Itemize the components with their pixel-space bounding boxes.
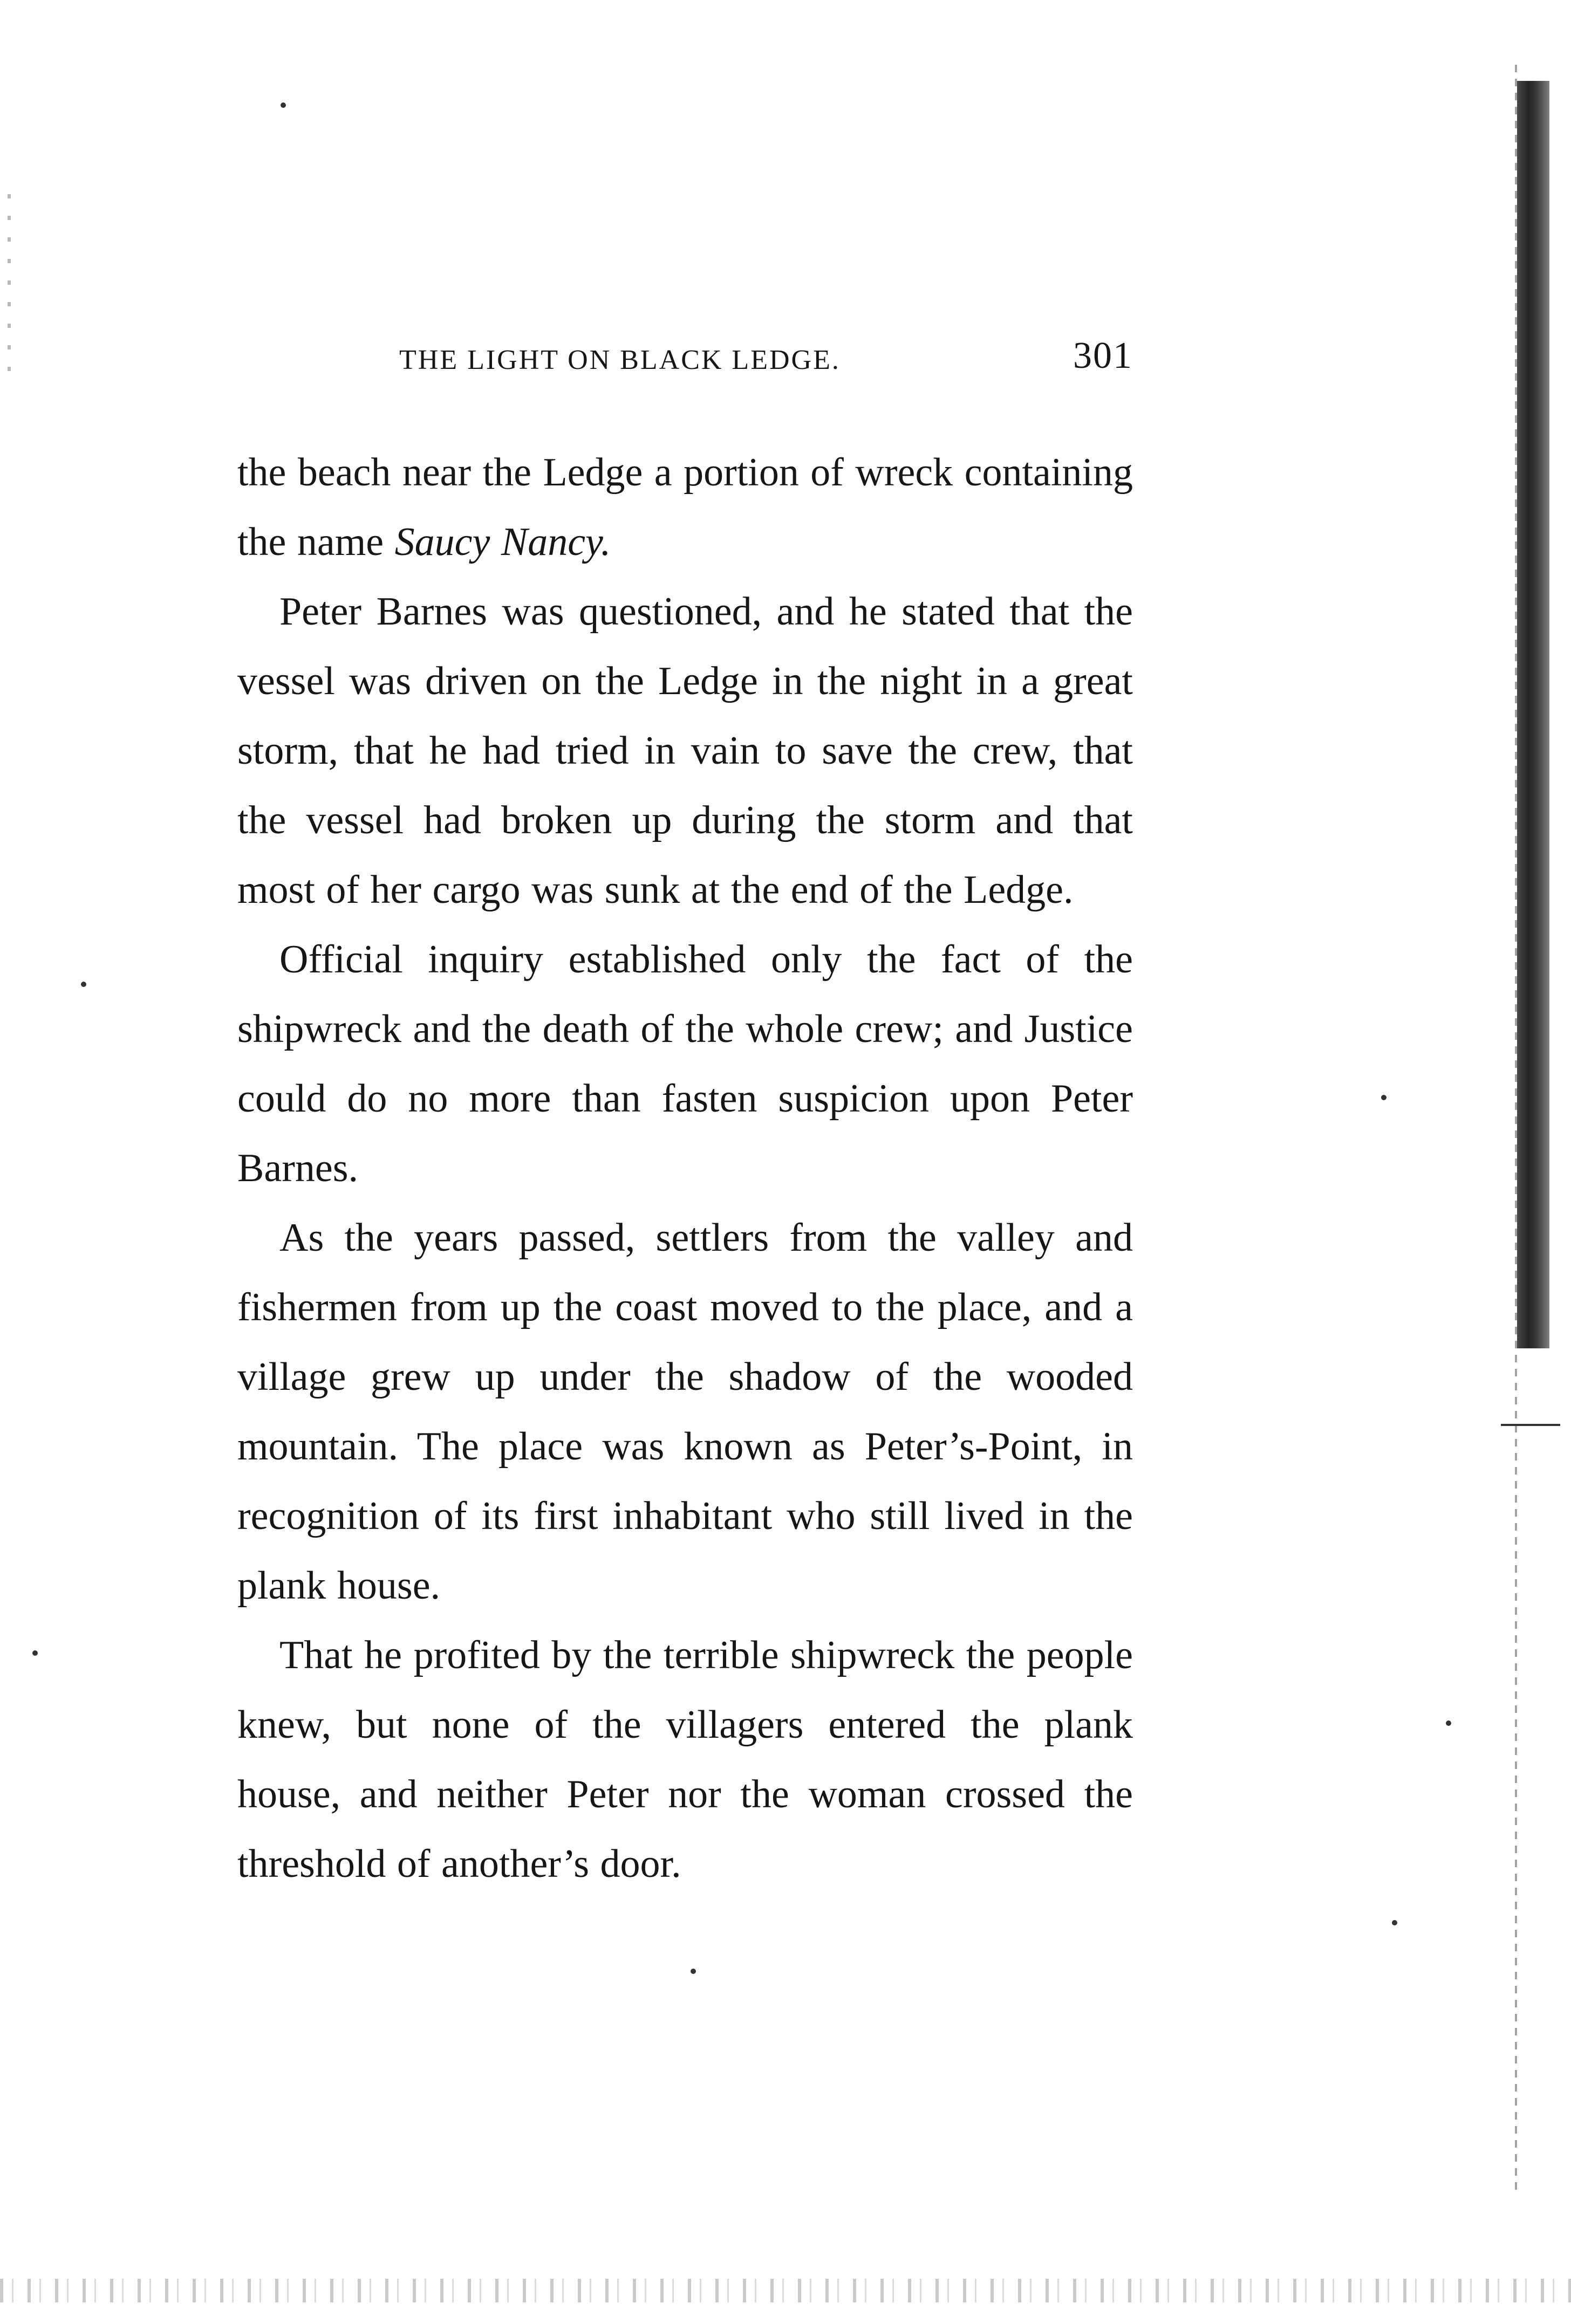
scan-speck bbox=[1446, 1720, 1451, 1726]
page-number: 301 bbox=[1073, 335, 1133, 376]
paragraph-3: Official inquiry established only the fact of the shipwreck and the death of the whole crew; and Justice could do no more than fasten suspicion upon Peter Barnes. bbox=[237, 937, 1133, 1190]
ship-name: Saucy Nancy. bbox=[394, 520, 611, 564]
paragraph-2: Peter Barnes was questioned, and he stated that the vessel was driven on the Ledge in the night in a great storm, that he had tried in vain to save the crew, that the vessel had broken up during the storm and that most of her cargo was sunk at the end of the Ledge. bbox=[237, 589, 1133, 912]
running-head bbox=[237, 334, 1133, 394]
binding-shadow bbox=[1517, 81, 1549, 1348]
binding-mark bbox=[1501, 1424, 1560, 1426]
scan-speck bbox=[691, 1969, 696, 1974]
paragraph-1-text: the beach near the Ledge a portion of wreck containing the name bbox=[237, 450, 1133, 564]
scan-speck bbox=[81, 982, 86, 987]
body-text bbox=[237, 438, 1133, 1899]
paragraph-4: As the years passed, settlers from the valley and fishermen from up the coast moved to the place, and a village grew up under the shadow of the wooded mountain. The place was known as Peter’s-Point, in recognition of its first inhabitant who still lived in the plank house. bbox=[237, 1216, 1133, 1608]
running-title: THE LIGHT ON BLACK LEDGE. bbox=[399, 345, 841, 375]
scan-speck bbox=[281, 102, 286, 108]
paragraph-5: That he profited by the terrible shipwreck the people knew, but none of the villagers entered the plank house, and neither Peter nor the woman crossed the threshold of another’s door. bbox=[237, 1633, 1133, 1886]
scan-bottom-noise bbox=[0, 2279, 1571, 2302]
scan-speck bbox=[32, 1650, 38, 1656]
scan-margin-specks bbox=[8, 194, 11, 388]
scan-speck bbox=[1392, 1920, 1397, 1925]
scan-speck bbox=[1381, 1095, 1386, 1100]
paragraph-1 bbox=[237, 438, 1133, 577]
